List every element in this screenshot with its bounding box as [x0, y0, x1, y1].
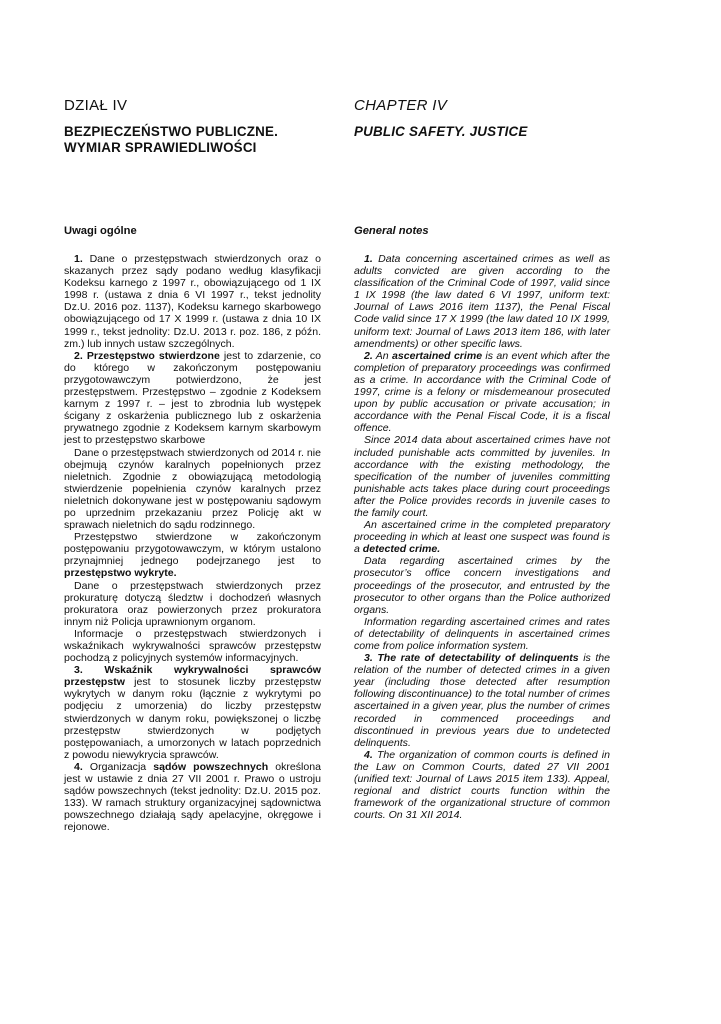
- defined-term: sądów powszechnych: [153, 760, 269, 773]
- note-number: 3.: [74, 664, 83, 677]
- note-number: 3.: [364, 652, 373, 665]
- paragraph: Dane o przestępstwach stwierdzonych od 2014 r. nie obejmują czynów karalnych popełnionych przez nieletnich. Zgodnie z obowiązującą metodologią stwierdzenie popełnienia czynów karalnych przez nieletnich dokonywane jest w postępowaniu sądowym po uprzednim przekazaniu przez Policję akt w sprawach nieletnich do sądu rodzinnego.: [64, 446, 321, 532]
- paragraph: [354, 652, 610, 749]
- chapter-title-pl-line1: BEZPIECZEŃSTWO PUBLICZNE.: [64, 124, 279, 139]
- paragraph: Since 2014 data about ascertained crimes have not included punishable acts committed by juveniles. In accordance with the existing methodology, the specification of the number of juveniles committing punishable acts takes place during court proceedings after the Police provides records in juvenile cases to the family court.: [354, 434, 610, 519]
- chapter-heading-en: CHAPTER IV: [354, 97, 448, 114]
- paragraph-text: jest to stosunek liczby przestępstw wykrytych w danym roku (łącznie z wykrytymi po podjęciu z umorzenia) do liczby przestępstw stwierdzonych w danym roku, powiększonej o liczbę przestępstw stwierdzonych w podjętych postępowaniach, a umorzonych w latach poprzednich z powodu niewykrycia sprawców.: [64, 676, 321, 761]
- paragraph: [64, 761, 321, 834]
- chapter-title-pl-line2: WYMIAR SPRAWIEDLIWOŚCI: [64, 140, 257, 155]
- defined-term: The rate of detectability of delinquents: [377, 652, 579, 665]
- defined-term: Wskaźnik wykrywalności sprawców przestępstw: [64, 664, 321, 689]
- paragraph: Informacje o przestępstwach stwierdzonych i wskaźnikach wykrywalności sprawców przestępstw pochodzą z policyjnych systemów informacyjnych.: [64, 627, 321, 665]
- paragraph: [64, 253, 321, 350]
- notes-body-pl: [64, 253, 321, 834]
- paragraph: [354, 519, 610, 555]
- paragraph: [354, 253, 610, 350]
- paragraph: Data regarding ascertained crimes by the prosecutor’s office concern investigations and proceedings of the prosecutor, and entrusted by the prosecutor to other organs than the Police authorized organs.: [354, 555, 610, 616]
- paragraph: [354, 749, 610, 822]
- paragraph: [64, 531, 321, 579]
- chapter-heading-pl: DZIAŁ IV: [64, 97, 128, 114]
- paragraph-text: Przestępstwo stwierdzone w zakończonym postępowaniu przygotowawczym, w którym ustalono przynajmniej jednego podejrzanego jest to: [64, 531, 321, 568]
- paragraph-text: is an event which after the completion of preparatory proceedings was confirmed as a crime. In accordance with the Criminal Code of 1997, crime is a felony or misdemeanour prosecuted upon by public accusation or private accusation; in accordance with the Penal Fiscal Code, it is a fiscal offence.: [354, 349, 610, 435]
- paragraph-text: Data concerning ascertained crimes as well as adults convicted are given according to the classification of the Criminal Code of 1997, valid since 1 IX 1998 (the law dated 6 VI 1997, uniform text: Journal of Laws 2016 item 1137), the Penal Fiscal Code valid since 17 X 1999 (the law dated 10 IX 1999, uniform text: Journal of Laws 2013 item 186, with later amendments) or other specific laws.: [354, 253, 610, 350]
- note-number: 2.: [74, 349, 83, 362]
- general-notes-heading-en: General notes: [354, 225, 429, 237]
- paragraph-text: The organization of common courts is defined in the Law on Common Courts, dated 27 VII 2001 (unified text: Journal of Laws 2015 item 133). Appeal, regional and district courts function within the framework of the organizational structure of common courts. On 31 XII 2014.: [354, 748, 610, 822]
- note-number: 4.: [364, 748, 373, 761]
- paragraph-text: is the relation of the number of detected crimes in a given year (including those detected after resumption following discontinuance) to the total number of crimes ascertained in a given year, plus the number of crimes recorded in commenced proceedings and discontinued in previous years due to undetected delinquents.: [354, 652, 610, 749]
- notes-body-en: [354, 253, 610, 821]
- paragraph: [64, 350, 321, 447]
- defined-term: detected crime.: [362, 543, 441, 556]
- note-number: 2.: [364, 349, 373, 362]
- note-number: 1.: [74, 253, 83, 265]
- paragraph: Dane o przestępstwach stwierdzonych przez prokuraturę dotyczą śledztw i dochodzeń własnych prokuratora oraz powierzonych przez prokuratora innym niż Policja uprawnionym organom.: [64, 579, 321, 628]
- paragraph: Information regarding ascertained crimes and rates of detectability of delinquents in ascertained crimes come from police information system.: [354, 615, 610, 652]
- paragraph: [354, 350, 610, 435]
- paragraph-text: Organizacja: [82, 760, 154, 773]
- paragraph-text: Dane o przestępstwach stwierdzonych oraz o skazanych przez sądy podano według klasyfikacji Kodeksu karnego z 1997 r., obowiązującego od 1 IX 1998 r. (ustawa z dnia 6 VI 1997 r., tekst jednolity Dz.U. 2016 poz. 1137), Kodeksu karnego skarbowego obowiązującego od 17 X 1999 r. (ustawa z dnia 10 IX 1999 r., tekst jednolity: Dz.U. 2013 r. poz. 186, z późn. zm.) lub innych ustaw szczególnych.: [64, 253, 321, 350]
- defined-term: Przestępstwo stwierdzone: [86, 349, 220, 362]
- chapter-title-en: PUBLIC SAFETY. JUSTICE: [354, 124, 528, 139]
- defined-term: ascertained crime: [391, 349, 483, 362]
- general-notes-heading-pl: Uwagi ogólne: [64, 225, 137, 237]
- paragraph-text: An ascertained crime in the completed preparatory proceeding in which at least one suspect was found is a: [354, 519, 610, 556]
- paragraph: [64, 664, 321, 761]
- defined-term: przestępstwo wykryte.: [64, 567, 177, 580]
- note-number: 1.: [364, 253, 373, 265]
- paragraph-text: jest to zdarzenie, co do którego w zakończonym postępowaniu przygotowawczym potwierdzono, że jest przestępstwem. Przestępstwo – zgodnie z Kodeksem karnym z 1997 r. – jest to zbrodnia lub występek ścigany z oskarżenia publicznego lub z oskarżenia prywatnego zgodnie z Kodeksem karnym skarbowym jest to przestępstwo skarbowe: [64, 349, 321, 447]
- paragraph-text: An: [372, 349, 392, 362]
- note-number: 4.: [74, 760, 83, 773]
- paragraph-text: określona jest w ustawie z dnia 27 VII 2001 r. Prawo o ustroju sądów powszechnych (tekst jednolity: Dz.U. 2015 poz. 133). W ramach struktury organizacyjnej sądownictwa powszechnego działają sądy apelacyjne, okręgowe i rejonowe.: [64, 760, 321, 834]
- chapter-title-pl: [64, 124, 278, 156]
